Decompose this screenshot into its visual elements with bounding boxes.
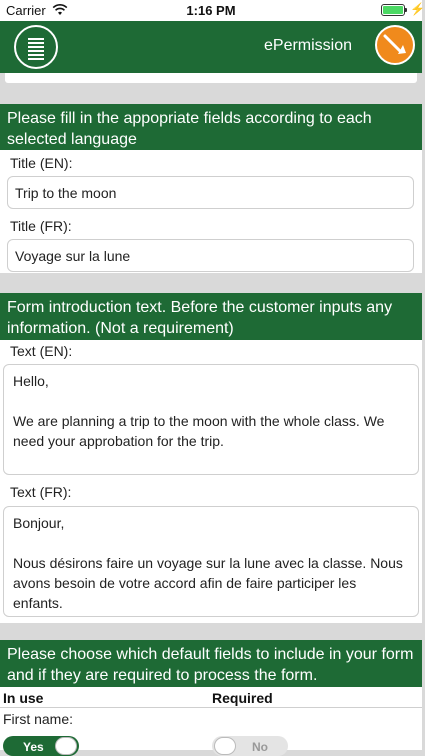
battery-icon — [381, 4, 405, 16]
clock: 1:16 PM — [186, 3, 236, 18]
text-en-textarea[interactable]: Hello, We are planning a trip to the moon with the whole class. We need your approbation for the trip. — [3, 364, 419, 475]
status-bar — [0, 0, 425, 21]
header-divider — [0, 707, 422, 708]
toggle-no-label: No — [252, 740, 268, 754]
text-fr-textarea[interactable]: Bonjour, Nous désirons faire un voyage sur la lune avec la classe. Nous avons besoin de votre accord afin de faire participer les enfants. — [3, 506, 419, 617]
carrier-label: Carrier — [6, 3, 46, 18]
title-en-label: Title (EN): — [10, 155, 73, 171]
first-name-required-toggle[interactable] — [212, 736, 288, 756]
toggle-knob — [214, 737, 236, 755]
scroll-remnant — [0, 73, 422, 95]
titles-section-heading: Please fill in the appopriate fields according to each selected language — [0, 104, 422, 154]
nav-bar — [0, 21, 422, 73]
battery-cap — [405, 8, 407, 12]
pen-logo-icon[interactable] — [375, 25, 415, 65]
text-fr-label: Text (FR): — [10, 484, 72, 500]
title-fr-input[interactable]: Voyage sur la lune — [7, 239, 414, 272]
toggle-knob — [55, 737, 77, 755]
toggle-yes-label: Yes — [23, 740, 44, 754]
intro-section-heading: Form introduction text. Before the customer inputs any information. (Not a requirement) — [0, 293, 422, 343]
first-name-in-use-toggle[interactable] — [3, 736, 79, 756]
app-title: ePermission — [264, 37, 353, 54]
menu-button[interactable] — [14, 25, 58, 69]
charging-icon: ⚡ — [410, 2, 425, 16]
required-column-header: Required — [212, 690, 273, 706]
first-name-label: First name: — [3, 711, 74, 727]
title-fr-label: Title (FR): — [10, 218, 72, 234]
list-icon — [28, 38, 44, 62]
text-en-label: Text (EN): — [10, 343, 73, 359]
fields-section-heading: Please choose which default fields to include in your form and if they are required to process the form. — [0, 640, 422, 690]
in-use-column-header: In use — [3, 690, 44, 706]
title-en-input[interactable]: Trip to the moon — [7, 176, 414, 209]
